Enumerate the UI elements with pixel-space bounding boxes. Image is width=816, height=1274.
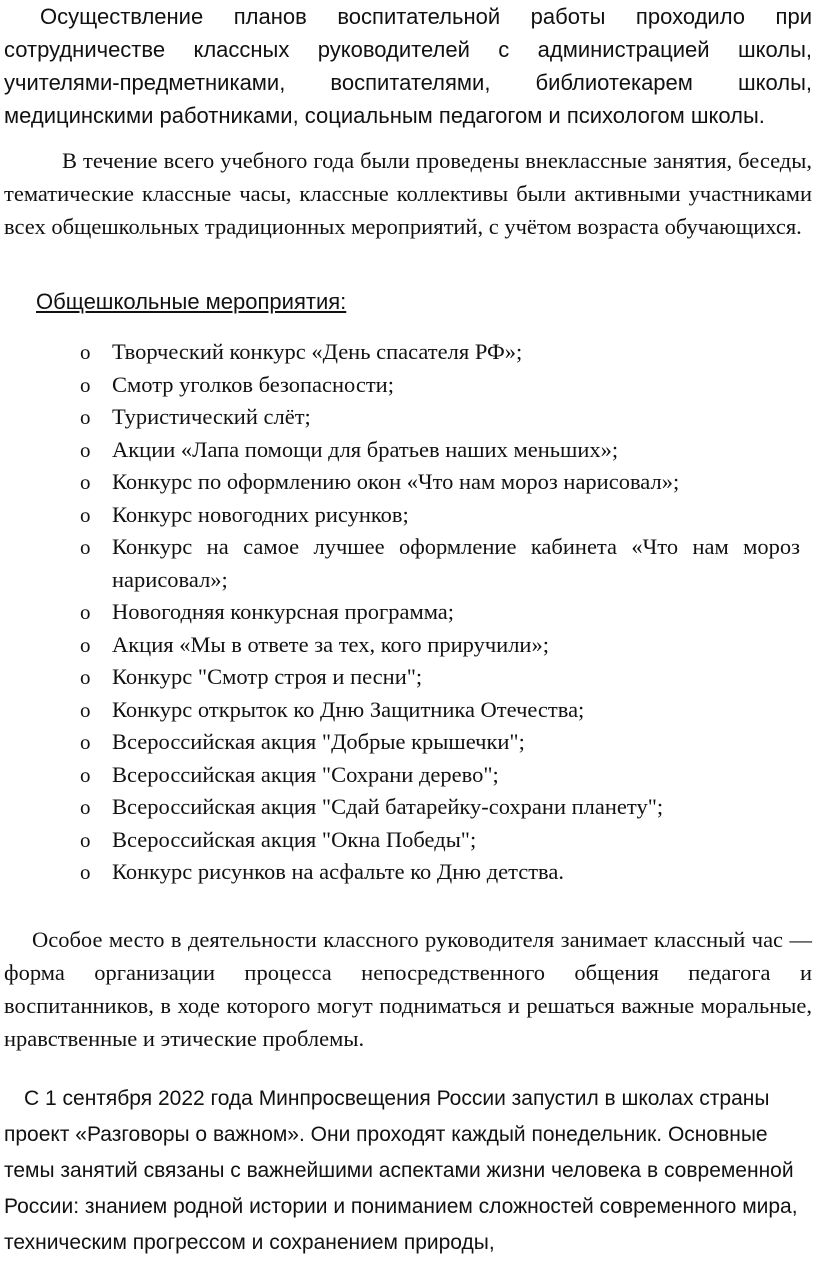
list-item [0,694,800,727]
list-item-text: Конкурс "Смотр строя и песни"; [112,664,423,689]
list-item-text: Новогодняя конкурсная программа; [112,599,455,624]
bullet-circle-icon: o [80,860,91,884]
bullet-circle-icon: o [80,697,91,722]
bullet-circle-icon: o [80,372,91,397]
list-item-text: Творческий конкурс «День спасателя РФ»; [112,339,523,364]
bullet-circle-icon: o [80,730,91,754]
list-item-text: Всероссийская акция "Окна Победы"; [112,826,477,852]
list-item-text: Всероссийская акция "Добрые крышечки"; [112,729,525,754]
list-item-text: Акции «Лапа помощи для братьев наших меньших»; [112,436,619,462]
bullet-circle-icon: o [80,535,91,559]
list-item [0,531,800,596]
list-item-text: Конкурс открыток ко Дню Защитника Отечества; [112,696,585,722]
list-item [0,791,800,824]
list-item-text: Конкурс по оформлению окон «Что нам мороз нарисовал»; [112,469,680,494]
bullet-circle-icon: o [80,665,91,689]
paragraph-class-hour: Особое место в деятельности классного руководителя занимает классный час — форма организации процесса непосредственного общения педагога и воспитанников, в ходе которого могут подниматься и решаться важные моральные, нравственные и этические проблемы. [4,927,812,1051]
list-item [0,596,800,629]
bullet-circle-icon: o [80,632,91,657]
list-item [0,434,800,467]
paragraph-important-talks [4,1081,812,1261]
bullet-circle-icon: o [80,502,91,527]
list-item [0,466,800,499]
paragraph-cooperation: Осуществление планов воспитательной работы проходило при сотрудничестве классных руководителей с администрацией школы, учителями-предметниками, воспитателями, библиотекарем школы, медицинскими работниками, социальным педагогом и психологом школы. [4,4,812,128]
list-item [0,856,800,889]
bullet-circle-icon: o [80,762,91,787]
list-item [0,661,800,694]
bullet-circle-icon: o [80,600,91,624]
list-item [0,759,800,792]
list-item [0,401,800,434]
bullet-circle-icon: o [80,340,91,364]
list-item-text: Акция «Мы в ответе за тех, кого приручили»; [112,631,549,657]
section-heading-events: Общешкольные мероприятия: [36,289,347,314]
bullet-circle-icon: o [80,437,91,462]
bullet-circle-icon: o [80,827,91,852]
bullet-circle-icon: o [80,795,91,819]
events-list [0,336,816,889]
list-item-text: Конкурс рисунков на асфальте ко Дню детства. [112,859,564,884]
list-item-text: Всероссийская акция "Сдай батарейку-сохрани планету"; [112,794,664,819]
list-item [0,369,800,402]
list-item-text: Конкурс новогодних рисунков; [112,501,409,527]
list-item-text: Туристический слёт; [112,404,311,429]
list-item [0,726,800,759]
list-item [0,499,800,532]
bullet-circle-icon: o [80,405,91,429]
bullet-circle-icon: o [80,470,91,494]
list-item-text: Конкурс на самое лучшее оформление кабинета «Что нам мороз нарисовал»; [112,534,800,592]
paragraph-activities: В течение всего учебного года были проведены внеклассные занятия, беседы, тематические классные часы, классные коллективы были активными участниками всех общешкольных традиционных мероприятий, с учётом возраста обучающихся. [4,148,812,239]
list-item-text: Всероссийская акция "Сохрани дерево"; [112,761,499,787]
list-item [0,824,800,857]
list-item [0,629,800,662]
paragraph-important-talks-text: С 1 сентября 2022 года Минпросвещения России запустил в школах страны проект «Разговоры о важном». Они проходят каждый понедельник. Основные темы занятий связаны с важнейшими аспектами жизни человека в современной России: знанием родной истории и пониманием сложностей современного мира, техническим прогрессом и сохранением природы, [4,1087,798,1254]
list-item-text: Смотр уголков безопасности; [112,371,394,397]
list-item [0,336,800,369]
